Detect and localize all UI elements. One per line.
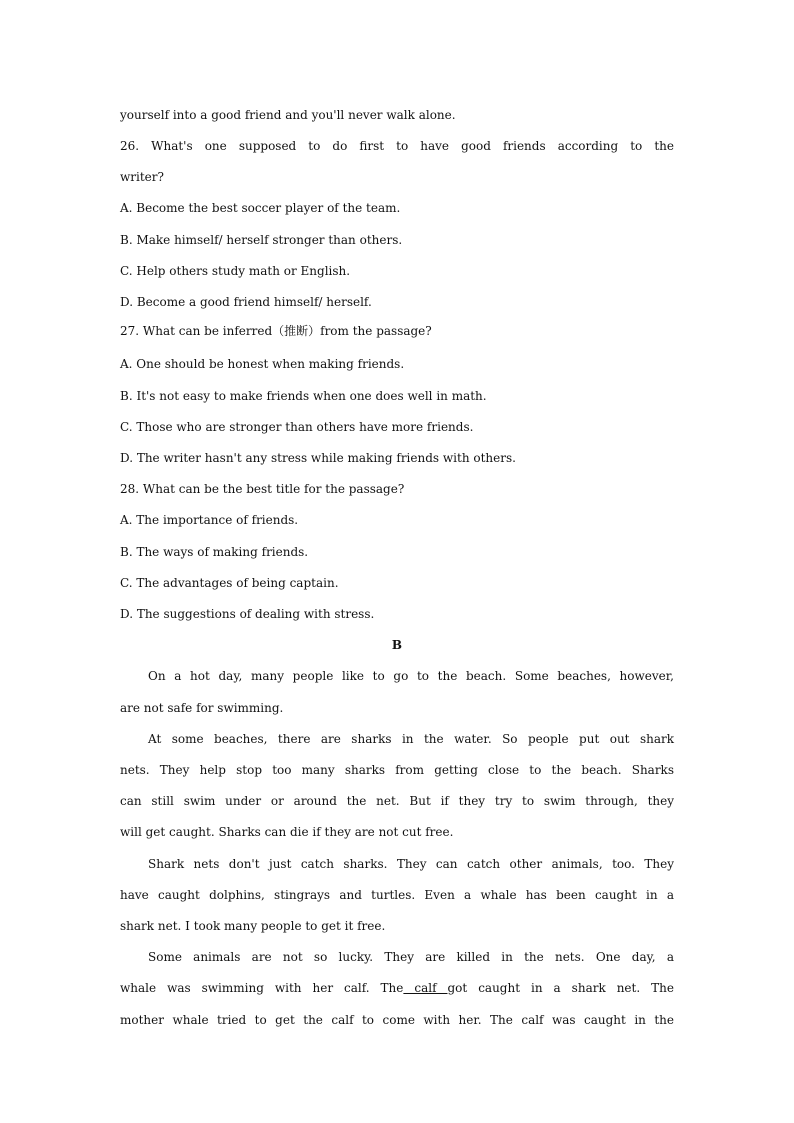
paragraph-4-line-2-start: whale was swimming with her calf. The — [120, 981, 404, 995]
q26-stem-line-2: writer? — [120, 170, 164, 184]
paragraph-2-line-1: At some beaches, there are sharks in the water. So people put out shark — [148, 732, 674, 746]
q28-option-d: D. The suggestions of dealing with stress. — [120, 607, 375, 621]
section-b-heading: B — [391, 638, 403, 652]
paragraph-2-line-3: can still swim under or around the net. But if they try to swim through, they — [120, 794, 674, 808]
q26-option-c: C. Help others study math or English. — [120, 264, 351, 278]
paragraph-2-line-4: will get caught. Sharks can die if they are not cut free. — [120, 825, 454, 839]
q26-stem-line-1: 26. What's one supposed to do first to have good friends according to the — [120, 139, 674, 153]
q27-option-a: A. One should be honest when making friends. — [120, 357, 405, 371]
q28-option-a: A. The importance of friends. — [120, 513, 299, 527]
q27-option-d: D. The writer hasn't any stress while making friends with others. — [120, 451, 516, 465]
q28-option-c: C. The advantages of being captain. — [120, 576, 339, 590]
q27-stem: 27. What can be inferred（推断）from the passage? — [120, 324, 432, 338]
paragraph-3-line-1: Shark nets don't just catch sharks. They can catch other animals, too. They — [148, 857, 674, 871]
paragraph-1-line-1: On a hot day, many people like to go to the beach. Some beaches, however, — [148, 669, 674, 683]
q27-option-b: B. It's not easy to make friends when one does well in math. — [120, 389, 487, 403]
paragraph-3-line-3: shark net. I took many people to get it free. — [120, 919, 386, 933]
paragraph-4-line-3: mother whale tried to get the calf to come with her. The calf was caught in the — [120, 1013, 674, 1027]
q28-stem: 28. What can be the best title for the passage? — [120, 482, 405, 496]
paragraph-4-line-1: Some animals are not so lucky. They are killed in the nets. One day, a — [148, 950, 674, 964]
passage-a-closing-line: yourself into a good friend and you'll never walk alone. — [120, 108, 456, 122]
paragraph-1-line-2: are not safe for swimming. — [120, 701, 284, 715]
paragraph-4-line-2-end: got caught in a shark net. The — [447, 981, 674, 995]
paragraph-3-line-2: have caught dolphins, stingrays and turtles. Even a whale has been caught in a — [120, 888, 674, 902]
paragraph-2-line-2: nets. They help stop too many sharks from getting close to the beach. Sharks — [120, 763, 674, 777]
q26-option-a: A. Become the best soccer player of the team. — [120, 201, 401, 215]
paragraph-4-line-2 — [120, 980, 674, 996]
q26-option-d: D. Become a good friend himself/ herself. — [120, 295, 372, 309]
q28-option-b: B. The ways of making friends. — [120, 545, 309, 559]
underlined-word-calf: calf — [403, 981, 448, 995]
q26-option-b: B. Make himself/ herself stronger than others. — [120, 233, 403, 247]
q27-option-c: C. Those who are stronger than others have more friends. — [120, 420, 474, 434]
